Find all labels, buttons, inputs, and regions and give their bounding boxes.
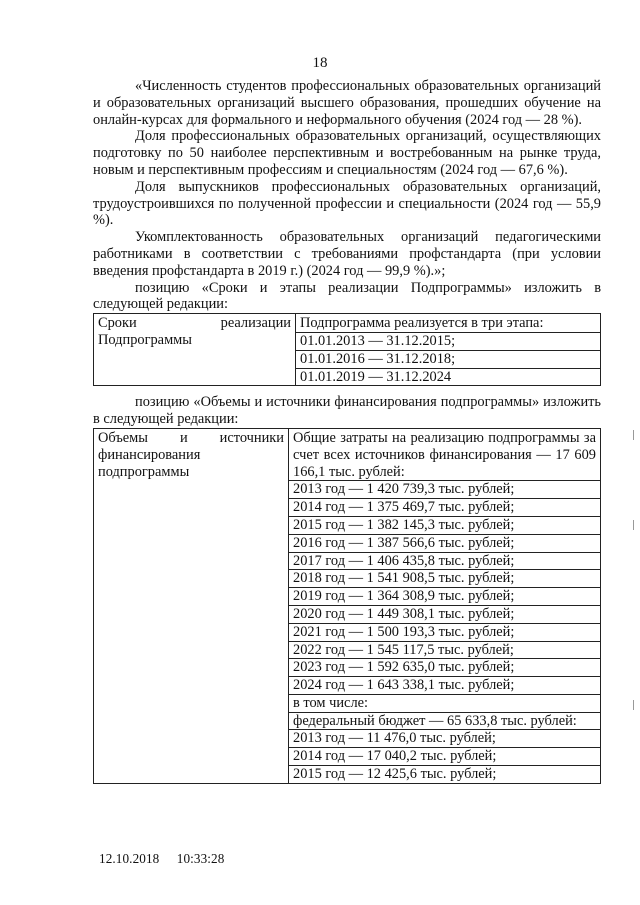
table-funding xyxy=(93,428,601,784)
table-funding-line: 2014 год — 1 375 469,7 тыс. рублей; xyxy=(289,499,600,517)
page-number: 18 xyxy=(312,55,328,71)
table-funding-line: 2024 год — 1 643 338,1 тыс. рублей; xyxy=(289,677,600,695)
table-funding-value xyxy=(289,428,601,783)
table-funding-line: 2018 год — 1 541 908,5 тыс. рублей; xyxy=(289,570,600,588)
table-timing-label-text: Сроки реализации Подпрограммы xyxy=(98,315,291,348)
table-timing xyxy=(93,313,601,386)
paragraph-staffing: Укомплектованность образовательных организаций педагогическими работниками в соответствии с требованиями профстандарта (при условии введения профстандарта в 2019 г.) (2024 год — 99,9 %).»; xyxy=(93,229,601,279)
table-funding-line: в том числе: xyxy=(289,695,600,713)
scan-mark xyxy=(633,700,634,710)
scan-mark xyxy=(633,520,634,530)
table-row xyxy=(94,428,601,783)
table-funding-line: федеральный бюджет — 65 633,8 тыс. рублей: xyxy=(289,713,600,731)
paragraph-graduates-employed: Доля выпускников профессиональных образовательных организаций, трудоустроившихся по полученной профессии и специальности (2024 год — 55,9 %). xyxy=(93,178,601,229)
footer-timestamp xyxy=(99,851,238,868)
paragraph-students-online: «Численность студентов профессиональных образовательных организаций и образовательных организаций высшего образования, прошедших обучение на онлайн-курсах для формального и неформального обучения (2024 год — 28 %). xyxy=(93,78,601,128)
table-funding-label-text: Объемы и источники финансирования подпрограммы xyxy=(98,429,284,480)
paragraph-share-organizations: Доля профессиональных образовательных организаций, осуществляющих подготовку по 50 наиболее перспективным и востребованным на рынке труда, новым и перспективным профессиям и специальностям (2024 год — 67,6 %). xyxy=(93,128,601,178)
table-timing-line: Подпрограмма реализуется в три этапа: xyxy=(296,315,600,333)
scan-mark xyxy=(633,430,634,440)
section2-intro: позицию «Объемы и источники финансирования подпрограммы» изложить в следующей редакции: xyxy=(93,394,601,428)
table-row xyxy=(94,314,601,386)
table-funding-line: 2016 год — 1 387 566,6 тыс. рублей; xyxy=(289,535,600,553)
table-funding-line: 2015 год — 1 382 145,3 тыс. рублей; xyxy=(289,517,600,535)
table-funding-line: Общие затраты на реализацию подпрограммы за счет всех источников финансирования — 17 609 166,1 тыс. рублей: xyxy=(289,430,600,481)
table-timing-line: 01.01.2016 — 31.12.2018; xyxy=(296,351,600,369)
table-funding-line: 2021 год — 1 500 193,3 тыс. рублей; xyxy=(289,624,600,642)
table-funding-line: 2017 год — 1 406 435,8 тыс. рублей; xyxy=(289,553,600,571)
table-timing-label xyxy=(94,314,296,386)
table-funding-label xyxy=(94,428,289,783)
table-funding-line: 2019 год — 1 364 308,9 тыс. рублей; xyxy=(289,588,600,606)
table-funding-line: 2015 год — 12 425,6 тыс. рублей; xyxy=(293,766,497,783)
table-funding-line: 2022 год — 1 545 117,5 тыс. рублей; xyxy=(289,642,600,660)
footer-time: 10:33:28 xyxy=(176,851,225,866)
table-timing-line: 01.01.2019 — 31.12.2024 xyxy=(300,368,452,385)
document-body xyxy=(93,78,601,784)
table-funding-line: 2013 год — 11 476,0 тыс. рублей; xyxy=(289,730,600,748)
table-funding-line: 2013 год — 1 420 739,3 тыс. рублей; xyxy=(289,481,600,499)
table-funding-line: 2014 год — 17 040,2 тыс. рублей; xyxy=(289,748,600,766)
section1-intro: позицию «Сроки и этапы реализации Подпрограммы» изложить в следующей редакции: xyxy=(93,279,601,313)
table-funding-line: 2020 год — 1 449 308,1 тыс. рублей; xyxy=(289,606,600,624)
table-timing-line: 01.01.2013 — 31.12.2015; xyxy=(296,333,600,351)
footer-date: 12.10.2018 xyxy=(99,851,160,866)
table-funding-line: 2023 год — 1 592 635,0 тыс. рублей; xyxy=(289,659,600,677)
table-timing-value xyxy=(296,314,601,386)
